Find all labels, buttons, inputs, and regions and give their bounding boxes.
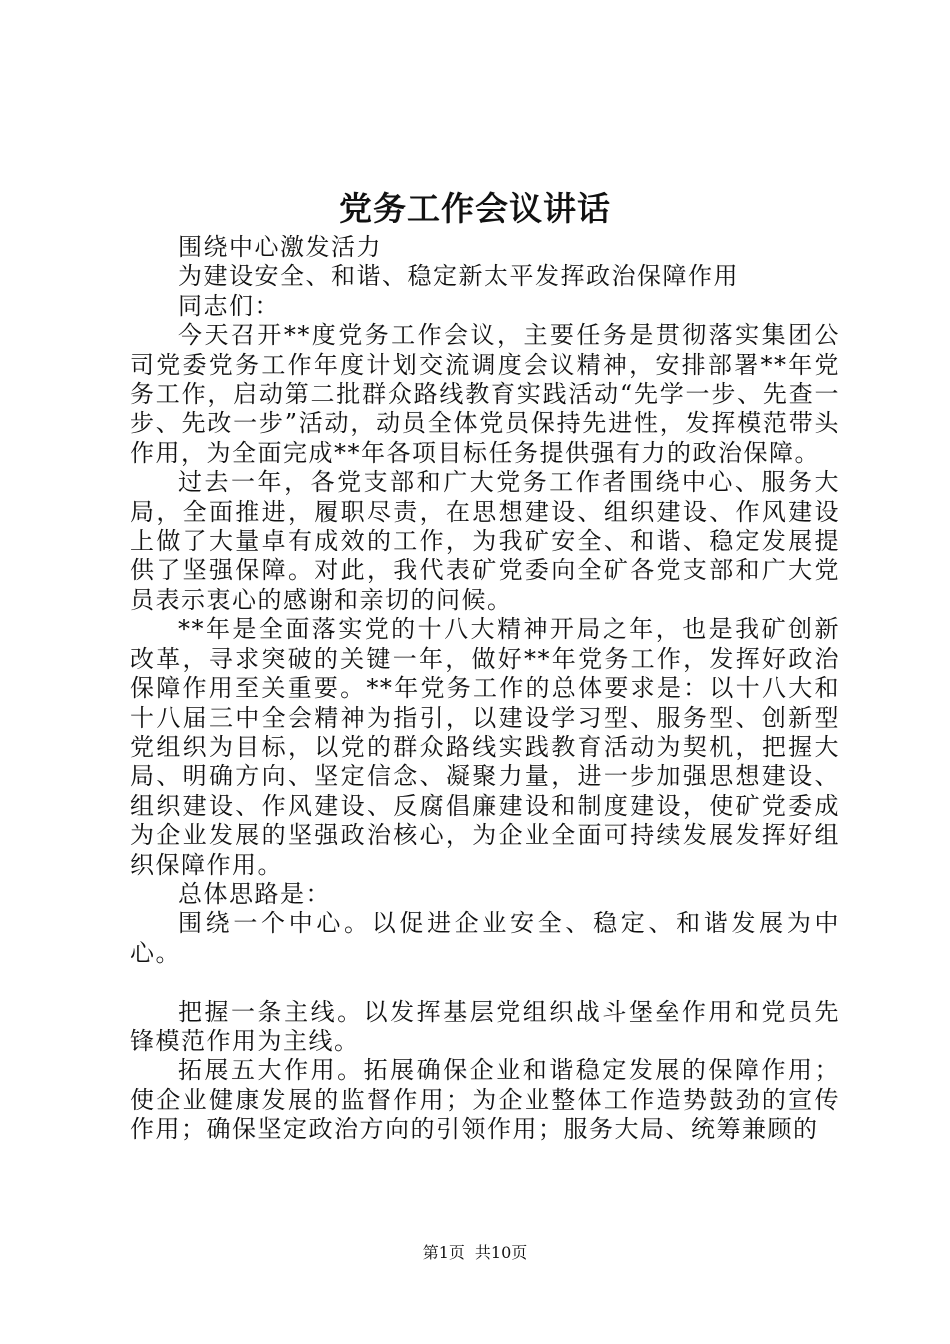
document-title: 党务工作会议讲话 (339, 189, 611, 228)
paragraph-mainline: 把握一条主线。以发挥基层党组织战斗堡垒作用和党员先锋模范作用为主线。 (130, 997, 840, 1055)
paragraph-approach-heading: 总体思路是： (178, 879, 331, 908)
paragraph-opening: 今天召开**度党务工作会议，主要任务是贯彻落实集团公司党委党务工作年度计划交流调度会议精神，安排部署**年党务工作，启动第二批群众路线教育实践活动“先学一步、先查一步、先改一步”活动，动员全体党员保持先进性，发挥模范带头作用，为全面完成**年各项目标任务提供强有力的政治保障。 (130, 321, 840, 467)
paragraph-center: 围绕一个中心。以促进企业安全、稳定、和谐发展为中心。 (130, 909, 840, 967)
subtitle-line-2: 为建设安全、和谐、稳定新太平发挥政治保障作用 (178, 262, 739, 291)
page-total: 共10页 (474, 1243, 528, 1262)
subtitle-line-1: 围绕中心激发活力 (178, 233, 382, 261)
salutation: 同志们： (178, 291, 280, 320)
page-footer (0, 1242, 950, 1264)
paragraph-review: 过去一年，各党支部和广大党务工作者围绕中心、服务大局，全面推进，履职尽责，在思想建设、组织建设、作风建设上做了大量卓有成效的工作，为我矿安全、和谐、稳定发展提供了坚强保障。对此，我代表矿党委向全矿各党支部和广大党员表示衷心的感谢和亲切的问候。 (130, 468, 840, 614)
paragraph-requirements: **年是全面落实党的十八大精神开局之年，也是我矿创新改革，寻求突破的关键一年，做好**年党务工作，发挥好政治保障作用至关重要。**年党务工作的总体要求是：以十八大和十八届三中全会精神为指引，以建设学习型、服务型、创新型党组织为目标，以党的群众路线实践教育活动为契机，把握大局、明确方向、坚定信念、凝聚力量，进一步加强思想建设、组织建设、作风建设、反腐倡廉建设和制度建设，使矿党委成为企业发展的坚强政治核心，为企业全面可持续发展发挥好组织保障作用。 (130, 615, 840, 879)
paragraph-five-roles: 拓展五大作用。拓展确保企业和谐稳定发展的保障作用；使企业健康发展的监督作用；为企业整体工作造势鼓劲的宣传作用；确保坚定政治方向的引领作用；服务大局、统筹兼顾的 (130, 1056, 840, 1144)
document-body (130, 233, 840, 1145)
page-number: 第1页 (422, 1243, 465, 1262)
